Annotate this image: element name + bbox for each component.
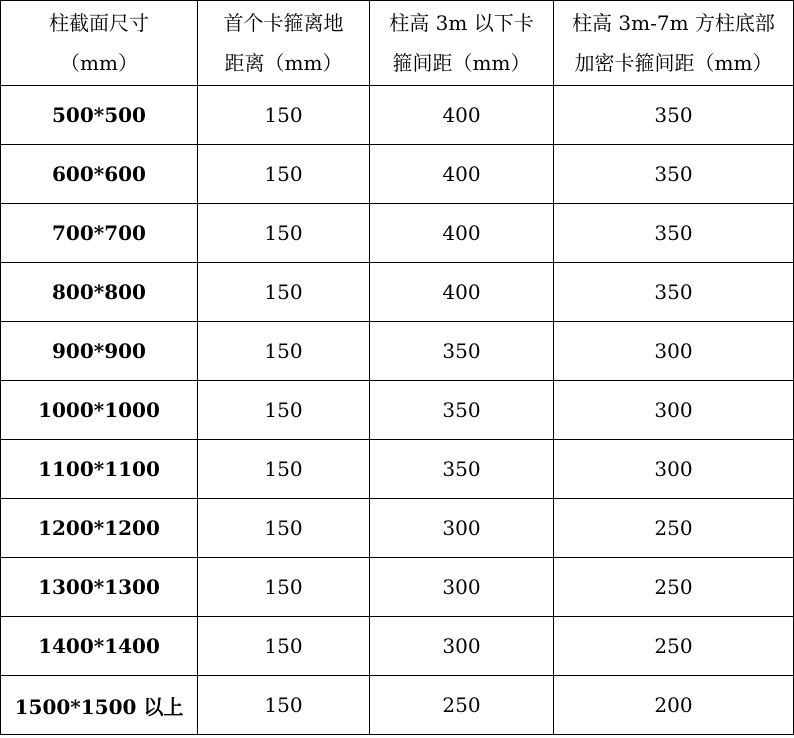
section-size-cell: 1100*1100 [1, 440, 198, 499]
table-row [1, 381, 794, 440]
dense-spacing-cell: 250 [554, 558, 794, 617]
header-dense-spacing-3m-7m [554, 1, 794, 86]
spacing-below-3m-cell: 400 [370, 145, 554, 204]
header-first-clamp-height [198, 1, 370, 86]
dense-spacing-cell: 200 [554, 676, 794, 735]
table-row [1, 440, 794, 499]
header-unit: （mm） [60, 51, 138, 75]
table-row [1, 676, 794, 735]
first-clamp-height-cell: 150 [198, 86, 370, 145]
first-clamp-height-cell: 150 [198, 617, 370, 676]
table-row [1, 322, 794, 381]
section-size-cell: 900*900 [1, 322, 198, 381]
table-row [1, 263, 794, 322]
spacing-below-3m-cell: 350 [370, 322, 554, 381]
header-unit: 箍间距（mm） [392, 51, 531, 75]
section-size-cell: 1500*1500 以上 [1, 676, 198, 735]
first-clamp-height-cell: 150 [198, 558, 370, 617]
spacing-below-3m-cell: 300 [370, 617, 554, 676]
section-size-cell: 1000*1000 [1, 381, 198, 440]
spacing-below-3m-cell: 350 [370, 440, 554, 499]
table-row [1, 86, 794, 145]
table-row [1, 204, 794, 263]
header-text: 首个卡箍离地 [223, 11, 344, 35]
dense-spacing-cell: 300 [554, 381, 794, 440]
spacing-below-3m-cell: 400 [370, 86, 554, 145]
dense-spacing-cell: 350 [554, 263, 794, 322]
spacing-below-3m-cell: 300 [370, 558, 554, 617]
first-clamp-height-cell: 150 [198, 676, 370, 735]
header-text: 柱高 3m 以下卡 [389, 11, 534, 35]
first-clamp-height-cell: 150 [198, 499, 370, 558]
section-size-cell: 1300*1300 [1, 558, 198, 617]
section-size-cell: 600*600 [1, 145, 198, 204]
header-column-section-size [1, 1, 198, 86]
table-header-row [1, 1, 794, 86]
header-text: 柱截面尺寸 [49, 11, 149, 35]
table-row [1, 499, 794, 558]
spacing-below-3m-cell: 250 [370, 676, 554, 735]
header-spacing-below-3m [370, 1, 554, 86]
dense-spacing-cell: 350 [554, 204, 794, 263]
section-size-cell: 1200*1200 [1, 499, 198, 558]
dense-spacing-cell: 300 [554, 322, 794, 381]
first-clamp-height-cell: 150 [198, 440, 370, 499]
header-text: 柱高 3m-7m 方柱底部 [572, 11, 775, 35]
table-row [1, 145, 794, 204]
section-size-cell: 500*500 [1, 86, 198, 145]
section-size-cell: 800*800 [1, 263, 198, 322]
dense-spacing-cell: 250 [554, 499, 794, 558]
first-clamp-height-cell: 150 [198, 322, 370, 381]
dense-spacing-cell: 250 [554, 617, 794, 676]
dense-spacing-cell: 350 [554, 145, 794, 204]
spacing-below-3m-cell: 400 [370, 263, 554, 322]
dense-spacing-cell: 350 [554, 86, 794, 145]
header-unit: 距离（mm） [224, 51, 343, 75]
spacing-below-3m-cell: 300 [370, 499, 554, 558]
table-row [1, 617, 794, 676]
first-clamp-height-cell: 150 [198, 145, 370, 204]
section-size-cell: 700*700 [1, 204, 198, 263]
first-clamp-height-cell: 150 [198, 263, 370, 322]
spacing-below-3m-cell: 350 [370, 381, 554, 440]
dense-spacing-cell: 300 [554, 440, 794, 499]
table-row [1, 558, 794, 617]
spacing-below-3m-cell: 400 [370, 204, 554, 263]
header-unit: 加密卡箍间距（mm） [574, 51, 773, 75]
first-clamp-height-cell: 150 [198, 204, 370, 263]
first-clamp-height-cell: 150 [198, 381, 370, 440]
section-size-cell: 1400*1400 [1, 617, 198, 676]
